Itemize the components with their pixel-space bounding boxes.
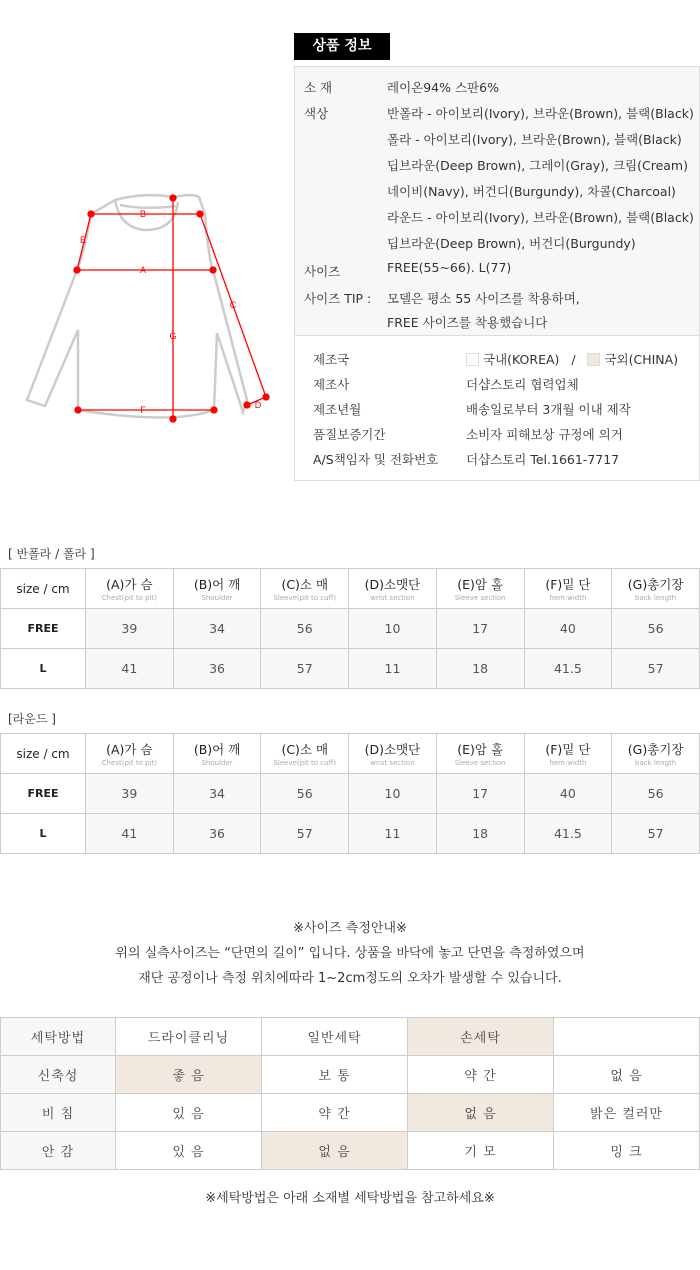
column-header: [173, 569, 261, 609]
value-cell: 41.5: [524, 649, 612, 689]
value-cell: 41: [86, 814, 174, 854]
column-header: [173, 734, 261, 774]
label-e: E: [79, 235, 87, 245]
header-ko: (B)어 깨: [193, 742, 241, 757]
color-line: 네이비(Navy), 버건디(Burgundy), 차콜(Charcoal): [387, 184, 676, 199]
value-cell: 18: [436, 814, 524, 854]
color-label: 색상: [304, 106, 329, 121]
wash-cell: 있 음: [116, 1094, 262, 1132]
korea-label: 국내(KOREA): [483, 352, 560, 367]
wash-label: 안 감: [1, 1132, 116, 1170]
header-ko: (G)총기장: [627, 742, 684, 757]
column-header: [349, 569, 437, 609]
header-en: Sleeve section: [454, 759, 506, 767]
label-c: C: [229, 300, 237, 310]
header-en: wrist section: [370, 594, 415, 602]
wash-cell: 손세탁: [408, 1018, 554, 1056]
wash-cell: 좋 음: [116, 1056, 262, 1094]
china-checkbox: [587, 353, 600, 366]
label-g: G: [169, 331, 177, 341]
size-cell: FREE: [1, 774, 86, 814]
wash-label: 신축성: [1, 1056, 116, 1094]
value-cell: 34: [173, 609, 261, 649]
warranty-value: 소비자 피해보상 규정에 의거: [466, 427, 623, 442]
label-a: A: [139, 265, 147, 275]
value-cell: 11: [349, 649, 437, 689]
value-cell: 41.5: [524, 814, 612, 854]
wash-row: [1, 1132, 700, 1170]
wash-table: [0, 1017, 700, 1170]
value-cell: 39: [86, 609, 174, 649]
header-ko: (E)암 홀: [457, 577, 504, 592]
value-cell: 56: [261, 774, 349, 814]
value-cell: 11: [349, 814, 437, 854]
header-en: Shoulder: [201, 594, 233, 602]
section-title: 상품 정보: [294, 33, 390, 60]
header-en: Shoulder: [201, 759, 233, 767]
column-header: [86, 569, 174, 609]
value-cell: 56: [612, 774, 700, 814]
label-f: F: [140, 405, 146, 415]
as-label: A/S책임자 및 전화번호: [313, 452, 439, 467]
header-en: Chest(pit to pit): [101, 594, 157, 602]
size-cell: L: [1, 649, 86, 689]
header-ko: (C)소 매: [281, 577, 329, 592]
column-header: [261, 734, 349, 774]
china-label: 국외(CHINA): [604, 352, 679, 367]
column-header: [612, 569, 700, 609]
corner-cell: size / cm: [1, 734, 86, 774]
wash-cell: 없 음: [408, 1094, 554, 1132]
notice-line: 위의 실측사이즈는 “단면의 길이” 입니다. 상품을 바닥에 놓고 단면을 측정하였으며: [115, 946, 585, 961]
wash-label: 비 침: [1, 1094, 116, 1132]
color-line: 폴라 - 아이보리(Ivory), 브라운(Brown), 블랙(Black): [387, 132, 682, 147]
header-ko: (A)가 슴: [106, 742, 153, 757]
value-cell: 57: [612, 814, 700, 854]
wash-row: [1, 1094, 700, 1132]
value-cell: 36: [173, 814, 261, 854]
header-en: hem width: [549, 594, 587, 602]
origin-value: [466, 350, 678, 368]
value-cell: 56: [612, 609, 700, 649]
color-line: 라운드 - 아이보리(Ivory), 브라운(Brown), 블랙(Black): [387, 210, 694, 225]
size-label: 사이즈: [304, 264, 341, 279]
wash-cell: 드라이클리닝: [116, 1018, 262, 1056]
column-header: [612, 734, 700, 774]
column-header: [524, 734, 612, 774]
header-ko: (D)소맷단: [364, 742, 421, 757]
size-table: [0, 568, 700, 689]
tip-line: 모델은 평소 55 사이즈를 착용하며,: [387, 291, 580, 306]
wash-cell: 밝은 컬러만: [554, 1094, 700, 1132]
warranty-label: 품질보증기간: [313, 427, 386, 442]
value-cell: 40: [524, 609, 612, 649]
footer-note: ※세탁방법은 아래 소재별 세탁방법을 참고하세요※: [205, 1191, 495, 1206]
material-label: 소 재: [304, 80, 333, 95]
label-d: D: [254, 400, 262, 410]
value-cell: 18: [436, 649, 524, 689]
tip-label: 사이즈 TIP :: [304, 291, 372, 306]
wash-cell: 약 간: [408, 1056, 554, 1094]
header-ko: (F)밑 단: [545, 742, 591, 757]
value-cell: 40: [524, 774, 612, 814]
wash-cell: 있 음: [116, 1132, 262, 1170]
wash-cell: 보 통: [262, 1056, 408, 1094]
header-ko: (E)암 홀: [457, 742, 504, 757]
notice-title: ※사이즈 측정안내※: [293, 921, 407, 936]
value-cell: 36: [173, 649, 261, 689]
product-info-box: [294, 66, 700, 481]
value-cell: 57: [261, 814, 349, 854]
header-ko: (C)소 매: [281, 742, 329, 757]
table-row: [1, 649, 700, 689]
header-en: Chest(pit to pit): [101, 759, 157, 767]
value-cell: 56: [261, 609, 349, 649]
as-value: 더샵스토리 Tel.1661-7717: [466, 452, 620, 467]
header-en: Sleeve section: [454, 594, 506, 602]
table-row: [1, 814, 700, 854]
size-table-caption: [라운드 ]: [8, 712, 56, 726]
wash-cell: 일반세탁: [262, 1018, 408, 1056]
wash-row: [1, 1056, 700, 1094]
notice-line: 재단 공정이나 측정 위치에따라 1~2cm정도의 오차가 발생할 수 있습니다.: [138, 971, 562, 986]
size-table: [0, 733, 700, 854]
size-cell: FREE: [1, 609, 86, 649]
header-ko: (A)가 슴: [106, 577, 153, 592]
value-cell: 10: [349, 774, 437, 814]
value-cell: 10: [349, 609, 437, 649]
wash-cell: 없 음: [262, 1132, 408, 1170]
value-cell: 39: [86, 774, 174, 814]
header-en: Sleeve(pit to cuff): [273, 759, 337, 767]
origin-separator: /: [571, 352, 576, 367]
wash-cell: 기 모: [408, 1132, 554, 1170]
tip-line: FREE 사이즈를 착용했습니다: [387, 315, 548, 330]
header-ko: (B)어 깨: [193, 577, 241, 592]
table-row: [1, 609, 700, 649]
column-header: [349, 734, 437, 774]
wash-label: 세탁방법: [1, 1018, 116, 1056]
shirt-outline: [27, 195, 247, 417]
value-cell: 34: [173, 774, 261, 814]
color-line: 딥브라운(Deep Brown), 버건디(Burgundy): [387, 236, 636, 251]
column-header: [524, 569, 612, 609]
korea-checkbox: [466, 353, 479, 366]
header-ko: (D)소맷단: [364, 577, 421, 592]
column-header: [436, 569, 524, 609]
date-label: 제조년월: [313, 402, 362, 417]
header-ko: (G)총기장: [627, 577, 684, 592]
value-cell: 41: [86, 649, 174, 689]
column-header: [436, 734, 524, 774]
column-header: [261, 569, 349, 609]
wash-cell: 약 간: [262, 1094, 408, 1132]
wash-cell: [554, 1018, 700, 1056]
date-value: 배송일로부터 3개월 이내 제작: [466, 402, 631, 417]
corner-cell: size / cm: [1, 569, 86, 609]
maker-label: 제조사: [313, 377, 350, 392]
value-cell: 17: [436, 609, 524, 649]
value-cell: 57: [612, 649, 700, 689]
color-line: 반폴라 - 아이보리(Ivory), 브라운(Brown), 블랙(Black): [387, 106, 694, 121]
label-b: B: [139, 209, 147, 219]
table-row: [1, 774, 700, 814]
header-ko: (F)밑 단: [545, 577, 591, 592]
wash-cell: 밍 크: [554, 1132, 700, 1170]
size-diagram: [0, 180, 290, 430]
origin-label: 제조국: [313, 352, 350, 367]
header-en: Sleeve(pit to cuff): [273, 594, 337, 602]
size-table-caption: [ 반폴라 / 폴라 ]: [8, 547, 95, 561]
wash-cell: 없 음: [554, 1056, 700, 1094]
header-en: back length: [635, 759, 677, 767]
color-line: 딥브라운(Deep Brown), 그레이(Gray), 크림(Cream): [387, 158, 688, 173]
maker-value: 더샵스토리 협력업체: [466, 377, 579, 392]
column-header: [86, 734, 174, 774]
material-value: 레이온94% 스판6%: [387, 80, 499, 95]
wash-row: [1, 1018, 700, 1056]
header-en: back length: [635, 594, 677, 602]
size-cell: L: [1, 814, 86, 854]
value-cell: 57: [261, 649, 349, 689]
size-value: FREE(55~66). L(77): [387, 260, 512, 275]
table-header-row: [1, 734, 700, 774]
value-cell: 17: [436, 774, 524, 814]
header-en: wrist section: [370, 759, 415, 767]
table-header-row: [1, 569, 700, 609]
header-en: hem width: [549, 759, 587, 767]
